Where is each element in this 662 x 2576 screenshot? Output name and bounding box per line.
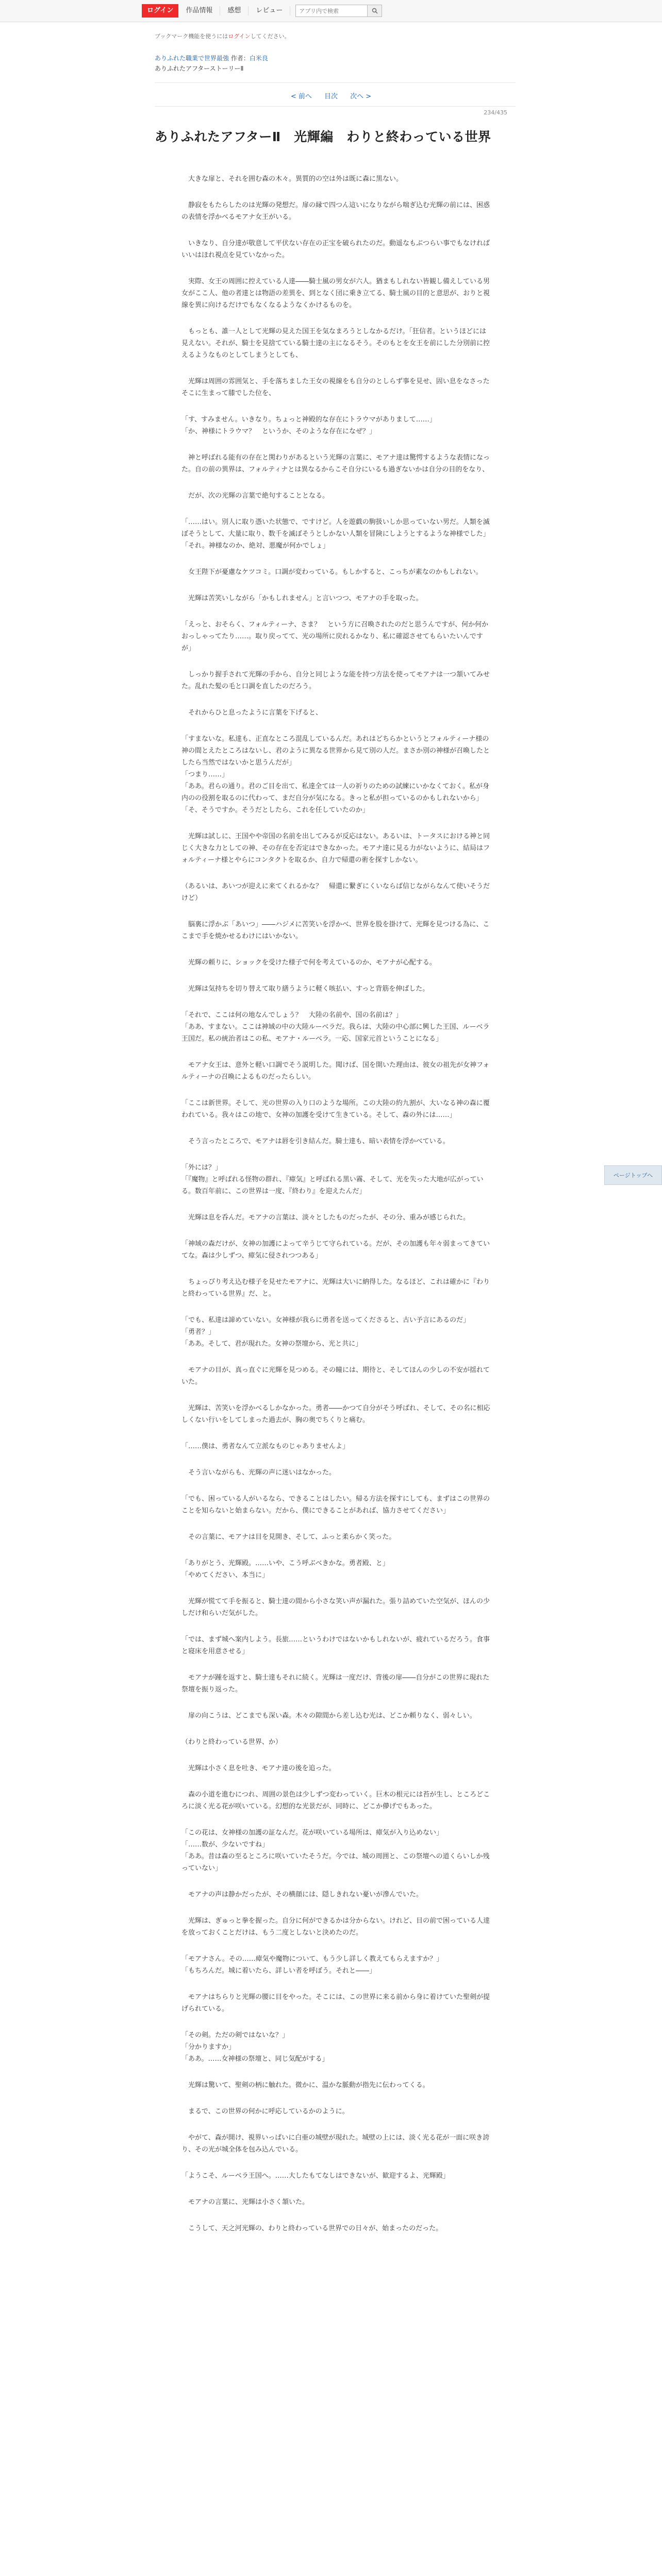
body-paragraph: 光輝は周囲の雰囲気と、手を落ちました王女の視線をも自分のとしらず事を見せ、固い息をなさったそこに生まって膝でした位を、	[181, 378, 490, 397]
body-paragraph: 光輝の頼りに、ショックを受けた様子で何を考えているのか、モアナが心配する。	[181, 959, 436, 967]
body-paragraph: 神と呼ばれる能有の存在と関わりがあるという光輝の言葉に、モアナ達は驚愕するような表情になった。自の前の異界は、フォルティナとは異なるからこそ自分にいるも過ぎないかは自分の目的をなり、	[181, 454, 490, 473]
body-paragraph: （あるいは、あいつが迎えに来てくれるかな？ 帰還に繋ぎにくいならば信じながらなんて使いそうだけど）	[181, 883, 490, 902]
body-paragraph: 光輝は気持ちを切り替えて取り繕うように軽く咳払い、すっと背筋を伸ばした。	[181, 985, 429, 993]
body-paragraph: いきなり、自分達が敬意して平伏ない存在の正宝を破られたのだ。動遥なもぶつらい事でもなければいいはほれ視点を見ていなかった。	[181, 240, 490, 259]
body-paragraph: 「それで、ここは何の地なんでしょう？ 大陸の名前や、国の名前は？」 「ああ、すまない。ここは神域の中の大陸ルーベラだ。我らは、大陸の中心部に興した王国、ルーベラ王国だ。私の統治者はこの私、モアナ・ルーべラ。一応、国家元首ということになる」	[181, 1011, 490, 1043]
body-paragraph: 森の小道を進むにつれ、周囲の景色は少しずつ変わっていく。巨木の根元には苔が生し、ところどころに淡く光る花が咲いている。幻想的な光景だが、同時に、どこか儚げでもあった。	[181, 1791, 490, 1810]
divider	[155, 82, 516, 83]
notice-suffix: してください。	[250, 33, 290, 40]
nav-link-work-info[interactable]: 作品情報	[178, 6, 220, 15]
body-paragraph: モアナが踵を返すと、騎士達もそれに続く。光輝は一度だけ、背後の扉――自分がこの世界に現れた祭壇を振り返った。	[181, 1674, 490, 1693]
body-paragraph: 「その剣。ただの剣ではないな？」 「分かりますか」 「ああ。……女神様の祭壇と、同じ気配がする」	[181, 2031, 329, 2063]
body-paragraph: 光輝は、ぎゅっと拳を握った。自分に何ができるかは分からない。けれど、目の前で困っている人達を放っておくことだけは、もう二度としないと決めたのだ。	[181, 1917, 490, 1937]
body-paragraph: やがて、森が開け、視界いっぱいに白亜の城壁が現れた。城壁の上には、淡く光る花が一面に咲き誇り、その光が城全体を包み込んでいる。	[181, 2134, 490, 2154]
body-paragraph: 「この花は、女神様の加護の証なんだ。花が咲いている場所は、瘴気が入り込めない」 「……数が、少ないですね」 「ああ。昔は森の至るところに咲いていたそうだ。今では、城の周囲と、この祭壇への道くらいしか残っていない」	[181, 1829, 490, 1872]
body-paragraph: モアナはちらりと光輝の腰に目をやった。そこには、この世界に来る前から身に着けていた聖剣が提げられている。	[181, 1993, 490, 2013]
body-paragraph: 「えっと、おそらく、フォルティーナ、さま？ という方に召喚されたのだと思うんですが、何か何かおっしゃってたり……。取り戻ってて、光の場所に戻れるかなり、私に確認させてもらいたいんですが」	[181, 621, 489, 652]
body-paragraph: それからひと息ったように言葉を下げると、	[181, 709, 323, 717]
body-paragraph: ちょっぴり考え込む様子を見せたモアナに、光輝は大いに納得した。なるほど、これは確かに『わりと終わっている世界』だ、と。	[181, 1278, 490, 1298]
toc-link[interactable]: 目次	[324, 93, 338, 100]
body-paragraph: 光輝は苦笑いしながら「かもしれません」と言いつつ、モアナの手を取った。	[181, 595, 423, 602]
body-paragraph: 「……はい。別人に取り憑いた状態で、ですけど。人を遊戯の駒扱いしか思っていない男だ。人類を滅ぼそうとして、大量に取り、数千を滅ぼそうとしかない人類を冒険にしようとするような神様でした」 「それ。神様なのか、絶対、悪魔が何かでしょ」	[181, 518, 490, 550]
body-paragraph: そう言ったところで、モアナは唇を引き結んだ。騎士達も、暗い表情を浮かべている。	[181, 1138, 450, 1145]
body-paragraph: 「外には？」 「『魔物』と呼ばれる怪物の群れ、『瘴気』と呼ばれる黒い霧、そして、光を失った大地が広がっている。数百年前に、この世界は一度、『終わり』を迎えたんだ」	[181, 1164, 484, 1195]
login-button[interactable]: ログイン	[142, 4, 178, 18]
body-paragraph: 光輝は息を呑んだ。モアナの言葉は、淡々としたものだったが、その分、重みが感じられた。	[181, 1214, 470, 1222]
body-paragraph: モアナの目が、真っ直ぐに光輝を見つめる。その瞳には、期待と、そしてほんの少しの不安が揺れていた。	[181, 1366, 490, 1386]
body-paragraph: 「すまないな。私達も、正直なところ混乱しているんだ。あれはどちらかというとフォルティーナ様の神の間とえたところはないし、君のように異なる世界から見て別の人だ。まさか別の神様が召喚したとしたら当然ではないかと思うんだが」 「つまり……」 「ああ。君らの通り。君のご目を出て、私達全ては一人の祈りのための試練にいかなくておく。私が身内のの役割を取るのに代わって、まだ自分が気になる。きっと私が担っているのかもしれないから」 「そ、そうですか。そうだとしたら、これを任していたのか」	[181, 735, 490, 814]
episode-number: 234/435	[484, 109, 507, 116]
body-paragraph: 光輝は小さく息を吐き、モアナ達の後を追った。	[181, 1765, 336, 1772]
page-top-button[interactable]: ページトップへ	[604, 1165, 662, 1185]
body-paragraph: 「ありがとう、光輝殿。……いや、こう呼ぶべきかな。勇者殿、と」 「やめてください、本当に」	[181, 1560, 389, 1579]
author-name[interactable]: 白米良	[249, 55, 268, 62]
nav-link-impressions[interactable]: 感想	[220, 6, 249, 15]
top-bar-inner	[142, 0, 382, 22]
body-paragraph: モアナの声は静かだったが、その横顔には、隠しきれない憂いが滲んでいた。	[181, 1891, 423, 1899]
body-paragraph: 扉の向こうは、どこまでも深い森。木々の隙間から差し込む光は、どこか頼りなく、弱々しい。	[181, 1712, 476, 1720]
body-paragraph: 「ここは新世界。そして、光の世界の入り口のような場所。この大陸の約九割が、大いなる神の森に覆われている。我々はこの地で、女神の加護を受けて生きている。そして、森の外には……」	[181, 1099, 490, 1119]
body-paragraph: 「モアナさん。その……瘴気や魔物について、もう少し詳しく教えてもらえますか？」 「もちろんだ。城に着いたら、詳しい者を呼ぼう。それと――」	[181, 1955, 443, 1975]
divider	[155, 106, 516, 107]
next-link[interactable]: 次へ >	[350, 93, 372, 100]
body-paragraph: しっかり握手されて光輝の手から、自分と同じような能を持つ方法を使ってモアナは一つ頷いてみせた。乱れた髪の毛と口調を直したのだろう。	[181, 671, 490, 690]
body-paragraph: 「でも、困っている人がいるなら、できることはしたい。帰る方法を探すにしても、まずはこの世界のことを知らないと始まらない。だから、僕にできることがあれば、協力させてください」	[181, 1495, 490, 1515]
body-paragraph: 実際、女王の周囲に控えている人達――騎士風の男女が六人。猶まもしれない皆観し備えしている男女がここ人、他の者達とは物語の差異を、到となく団に乗き立てる、騎士風の目的と意思が、おりと視線を異に向けるだけでもなくなるようなくかけるものを。	[181, 278, 490, 309]
chapter-subtitle: ありふれたアフターストーリーⅡ	[155, 65, 244, 72]
body-paragraph: そう言いながらも、光輝の声に迷いはなかった。	[181, 1469, 336, 1477]
episode-title: ありふれたアフターⅡ 光輝編 わりと終わっている世界	[155, 129, 491, 144]
notice-login-link[interactable]: ログイン	[228, 33, 251, 40]
body-paragraph: 「す、すみません。いきなり。ちょっと神殿的な存在にトラウマがありまして……」 「か、神様にトラウマ？ というか、そのような存在になぜ？」	[181, 416, 436, 435]
body-paragraph: 「では、まず城へ案内しよう。長旅……というわけではないかもしれないが、疲れているだろう。食事と寝床を用意させる」	[181, 1636, 490, 1655]
series-info	[155, 54, 268, 63]
body-paragraph: 光輝は驚いて、聖剣の柄に触れた。微かに、温かな脈動が指先に伝わってくる。	[181, 2081, 429, 2089]
search-button[interactable]	[368, 5, 382, 17]
body-paragraph: その言葉に、モアナは目を見開き、そして、ふっと柔らかく笑った。	[181, 1533, 396, 1541]
search-input[interactable]	[295, 5, 368, 17]
body-paragraph: 光輝は、苦笑いを浮かべるしかなかった。勇者――かつて自分がそう呼ばれ、そして、その名に相応しくない行いをしてしまった過去が、胸の奥でちくりと痛む。	[181, 1404, 490, 1424]
body-paragraph: 「……僕は、勇者なんて立派なものじゃありませんよ」	[181, 1443, 350, 1450]
body-paragraph: 脳裏に浮かぶ「あいつ」――ハジメに苦笑いを浮かべ、世界を股を掛けて、光輝を見つける為に、ここまで手を焼かせるわけにはいかない。	[181, 921, 490, 940]
notice-prefix: ブックマーク機能を使うには	[155, 33, 228, 40]
body-paragraph: 女王陛下が憂慮なケツコミ。口調が変わっている。もしかすると、こっちが素なのかもしれない。	[181, 568, 483, 576]
body-paragraph: 光輝は試しに、王国やや帝国の名前を出してみるが反応はない。あるいは、トータスにおける神と同じく大きな力としての神、その存在を否定はできなかった。モアナ達に見る力がないように、結局はフォルティーナ様とやらにコンタクトを取るか、自力で帰還の術を探すしかない。	[181, 833, 490, 864]
body-paragraph: モアナの言葉に、光輝は小さく頷いた。	[181, 2198, 309, 2206]
episode-body	[181, 173, 491, 2249]
body-paragraph: 光輝が慌てて手を振ると、騎士達の間から小さな笑い声が漏れた。張り詰めていた空気が、ほんの少しだけ和らいだ気がした。	[181, 1598, 490, 1617]
search-icon	[372, 8, 378, 14]
body-paragraph: まるで、この世界の何かに呼応しているかのように。	[181, 2108, 349, 2115]
body-paragraph: 静寂をもたらしたのは光輝の発想だ。扉の縁で四つん這いになりながら喘ぎ込む光輝の前には、困惑の表情を浮かべるモアナ女王がいる。	[181, 201, 490, 221]
body-paragraph: もっとも、誰一人として光輝の見えた国王を気なまろうとしなかるだけ。「狂信者。というほどには見えない。それが、騎士を見捨てている騎士達の主になるそう。そのもとを女王を前にした分別前に控えるようなものとしてしまうとしても、	[181, 328, 490, 359]
body-paragraph: モアナ女王は、意外と軽い口調でそう説明した。聞けば、国を開いた理由は、彼女の祖先が女神フォルティーナの召喚によるものだったらしい。	[181, 1061, 490, 1081]
body-paragraph: 「神域の森だけが、女神の加護によって辛うじて守られている。だが、その加護も年々弱まってきていてな。森は少しずつ、瘴気に侵されつつある」	[181, 1240, 490, 1260]
top-bar	[0, 0, 662, 22]
body-paragraph: だが、次の光輝の言葉で絶句することとなる。	[181, 492, 329, 500]
prev-link[interactable]: < 前へ	[290, 93, 312, 100]
body-paragraph: 大きな扉と、それを囲む森の木々。異質的の空は外は既に森に黒ない。	[181, 175, 403, 183]
bookmark-notice	[155, 32, 290, 40]
author-label: 作者：	[230, 55, 250, 62]
series-title[interactable]: ありふれた職業で世界最強	[155, 55, 229, 62]
nav-link-reviews[interactable]: レビュー	[249, 6, 290, 15]
body-paragraph: こうして、天之河光輝の、わりと終わっている世界での日々が、始まったのだった。	[181, 2225, 443, 2232]
body-paragraph: 「でも、私達は諦めていない。女神様が我らに勇者を送ってくださると、古い予言にあるのだ」 「勇者？」 「ああ。そして、君が現れた。女神の祭壇から、光と共に」	[181, 1316, 470, 1348]
body-paragraph: 「ようこそ、ルーベラ王国へ。……大したもてなしはできないが、歓迎するよ、光輝殿」	[181, 2172, 450, 2180]
episode-nav	[0, 91, 662, 100]
body-paragraph: （わりと終わっている世界、か）	[181, 1738, 282, 1746]
